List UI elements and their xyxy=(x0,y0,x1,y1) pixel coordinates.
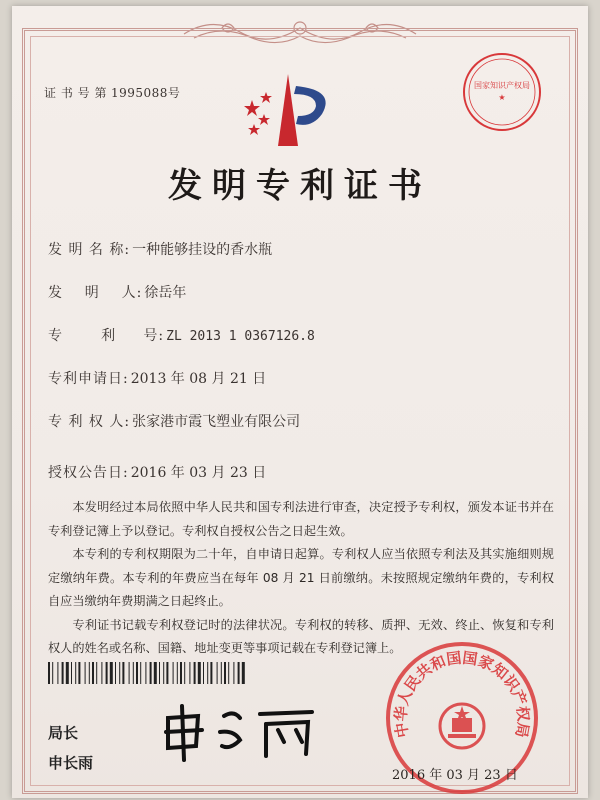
body-paragraph: 本发明经过本局依照中华人民共和国专利法进行审查，决定授予专利权，颁发本证书并在专利登记簿上予以登记。专利权自授权公告之日起生效。 xyxy=(48,500,554,538)
certificate-number-value: 1995088 xyxy=(110,86,168,100)
field-patent-number xyxy=(48,325,315,345)
signatory-name: 申长雨 xyxy=(48,754,94,772)
field-label: 专 利 号: xyxy=(48,328,165,344)
field-value: 2016 年 03 月 23 日 xyxy=(130,465,267,481)
field-patentee xyxy=(48,411,300,431)
field-value: 张家港市霞飞塑业有限公司 xyxy=(132,414,301,430)
field-label: 发 明 名 称: xyxy=(48,242,131,258)
body-paragraph: 专利证书记载专利权登记时的法律状况。专利权的转移、质押、无效、终止、恢复和专利权人的姓名或名称、国籍、地址变更等事项记载在专利登记簿上。 xyxy=(48,617,554,655)
seal-date: 2016 年 03 月 23 日 xyxy=(392,768,518,783)
office-seal-icon xyxy=(460,50,544,134)
field-label: 专利申请日: xyxy=(48,371,129,387)
certificate-body xyxy=(48,496,554,661)
office-seal-text: 国家知识产权局 xyxy=(474,81,530,90)
certificate-number xyxy=(44,84,180,101)
field-label: 专 利 权 人: xyxy=(48,414,131,430)
certificate-number-suffix: 号 xyxy=(167,86,181,100)
field-value: 徐岳年 xyxy=(144,285,187,301)
field-grant-date xyxy=(48,462,266,482)
field-label: 授权公告日: xyxy=(48,465,129,481)
field-application-date xyxy=(48,368,266,388)
handwritten-signature xyxy=(162,702,322,762)
body-paragraph: 本专利的专利权期限为二十年，自申请日起算。专利权人应当依照专利法及其实施细则规定缴纳年费。本专利的年费应当在每年 08 月 21 日前缴纳。未按照规定缴纳年费的，专利权自应当缴纳年费期满之日起终止。 xyxy=(48,547,554,608)
patent-office-logo-icon xyxy=(244,70,336,150)
barcode-icon xyxy=(48,662,246,684)
field-invention-name xyxy=(48,239,272,259)
seal-text: 中华人民共和国国家知识产权局 xyxy=(391,648,533,739)
certificate-sheet xyxy=(12,6,588,798)
page-title: 发明专利证书 xyxy=(168,166,432,206)
field-value: ZL 2013 1 0367126.8 xyxy=(166,329,315,344)
field-value: 一种能够挂设的香水瓶 xyxy=(132,242,273,258)
national-emblem-icon xyxy=(440,704,484,748)
field-value: 2013 年 08 月 21 日 xyxy=(130,371,267,387)
certificate-number-label: 证 书 号 第 xyxy=(44,86,107,100)
field-inventor xyxy=(48,282,186,302)
svg-text:★: ★ xyxy=(498,93,506,102)
signatory-role: 局长 xyxy=(48,724,79,742)
field-label: 发 明 人: xyxy=(48,285,143,301)
